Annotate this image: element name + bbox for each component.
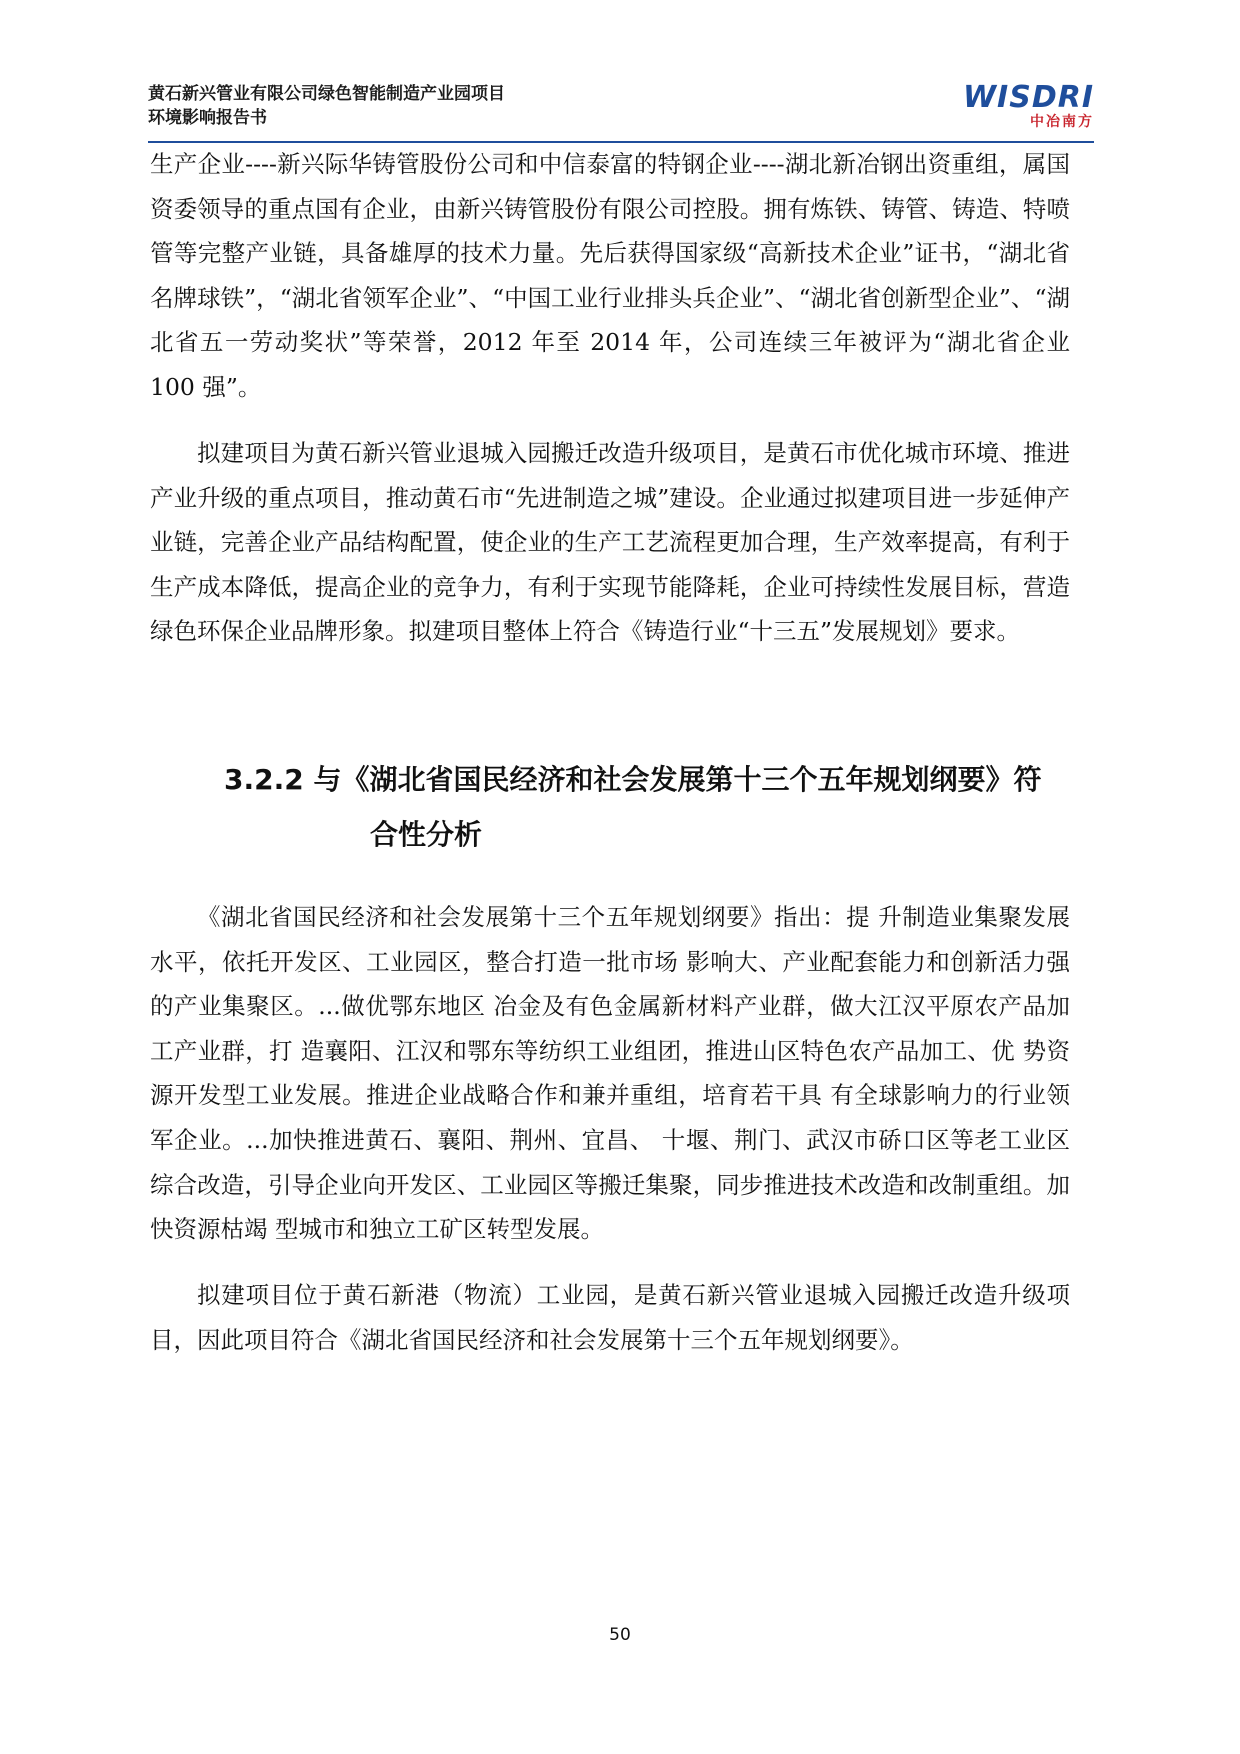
section-heading <box>224 752 1074 862</box>
paragraph-2 <box>150 431 1070 654</box>
company-logo <box>922 82 1094 132</box>
paragraph-1-text: 生产企业----新兴际华铸管股份公司和中信泰富的特钢企业----湖北新冶钢出资重组，属国资委领导的重点国有企业，由新兴铸管股份有限公司控股。拥有炼铁、铸管、铸造、特喷管等完整产业链，具备雄厚的技术力量。先后获得国家级“高新技术企业”证书，“湖北省名牌球铁”，“湖北省领军企业”、“中国工业行业排头兵企业”、“湖北省创新型企业”、“湖北省五一劳动奖状”等荣誉，2012 年至 2014 年，公司连续三年被评为“湖北省企业 100 强”。 <box>150 150 1070 401</box>
header-title <box>148 82 505 130</box>
paragraph-3-text: 《湖北省国民经济和社会发展第十三个五年规划纲要》指出：提 升制造业集聚发展水平，依托开发区、工业园区，整合打造一批市场 影响大、产业配套能力和创新活力强的产业集聚区。...做优鄂东地区 冶金及有色金属新材料产业群，做大江汉平原农产品加工产业群，打 造襄阳、江汉和鄂东等纺织工业组团，推进山区特色农产品加工、优 势资源开发型工业发展。推进企业战略合作和兼并重组，培育若干具 有全球影响力的行业领军企业。...加快推进黄石、襄阳、荆州、宜昌、 十堰、荆门、武汉市硚口区等老工业区综合改造，引导企业向开发区、工业园区等搬迁集聚，同步推进技术改造和改制重组。加快资源枯竭 型城市和独立工矿区转型发展。 <box>150 903 1070 1244</box>
section-heading-line1: 3.2.2 与《湖北省国民经济和社会发展第十三个五年规划纲要》符 <box>224 763 1042 796</box>
section-heading-line2: 合性分析 <box>370 818 483 851</box>
paragraph-1 <box>150 142 1070 410</box>
paragraph-4 <box>150 1273 1070 1362</box>
logo-mark: WISDRI <box>962 80 1094 115</box>
page-header <box>148 82 1094 140</box>
logo-subtext: 中冶南方 <box>1030 114 1094 130</box>
paragraph-4-text: 拟建项目位于黄石新港（物流）工业园，是黄石新兴管业退城入园搬迁改造升级项目，因此项目符合《湖北省国民经济和社会发展第十三个五年规划纲要》。 <box>150 1281 1070 1354</box>
paragraph-2-text: 拟建项目为黄石新兴管业退城入园搬迁改造升级项目，是黄石市优化城市环境、推进产业升级的重点项目，推动黄石市“先进制造之城”建设。企业通过拟建项目进一步延伸产业链，完善企业产品结构配置，使企业的生产工艺流程更加合理，生产效率提高，有利于生产成本降低，提高企业的竞争力，有利于实现节能降耗，企业可持续性发展目标，营造绿色环保企业品牌形象。拟建项目整体上符合《铸造行业“十三五”发展规划》要求。 <box>150 439 1070 646</box>
header-title-line2: 环境影响报告书 <box>148 108 267 128</box>
page-number: 50 <box>609 1625 631 1645</box>
header-title-line1: 黄石新兴管业有限公司绿色智能制造产业园项目 <box>148 84 505 104</box>
paragraph-3 <box>150 895 1070 1252</box>
